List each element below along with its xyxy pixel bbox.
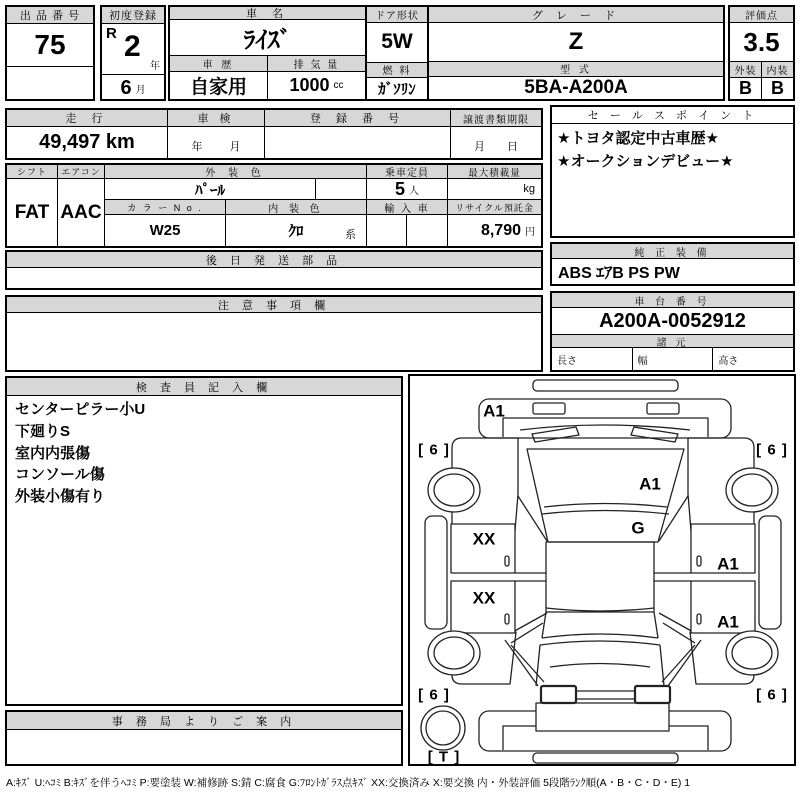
diagram-mark: A1 [483, 401, 505, 421]
later-parts-block [5, 250, 543, 290]
equipment-label: 純 正 装 備 [552, 244, 793, 259]
chassis-label: 車 台 番 号 [552, 293, 793, 308]
recycle-unit: 円 [525, 227, 535, 238]
color-no-label: カ ラ ー N o . [105, 200, 226, 214]
diagram-mark: [ 6 ] [756, 686, 788, 704]
first-registration-year-cell [102, 24, 164, 75]
sales-points-label: セ ー ル ス ポ イ ン ト [552, 107, 793, 124]
score-value: 3.5 [743, 26, 780, 57]
office-info-label: 事 務 局 よ り ご 案 内 [7, 712, 401, 730]
vehicle-info-block [168, 5, 725, 101]
shift-label: シフト [7, 165, 57, 179]
registration-number-cell [264, 110, 450, 158]
mileage-value: 49,497 km [39, 131, 135, 153]
diagram-mark: [ 6 ] [418, 441, 450, 459]
office-info-empty [7, 730, 401, 764]
diagram-mark: XX [472, 588, 496, 608]
interior-grade-value: B [771, 78, 784, 98]
grade-label: グ レ ー ド [429, 7, 723, 23]
capacity-unit: 人 [409, 185, 419, 197]
caution-value [7, 313, 541, 370]
caution-label: 注 意 事 項 欄 [7, 297, 541, 313]
later-parts-label: 後 日 発 送 部 品 [7, 252, 541, 268]
capacity-import-column [366, 165, 447, 246]
inspector-notes-label: 検 査 員 記 入 欄 [7, 378, 401, 396]
height-label: 高さ [712, 348, 793, 370]
registration-number-value [265, 127, 450, 158]
max-load-label: 最大積載量 [448, 165, 541, 179]
capacity-label: 乗車定員 [367, 165, 447, 179]
inspection-cell [167, 110, 264, 158]
caution-block [5, 295, 543, 372]
color-no-value: W25 [105, 215, 226, 246]
car-diagram-block [408, 374, 796, 766]
first-registration-block [100, 5, 166, 101]
aircon-cell [57, 165, 104, 246]
exterior-grade-value: B [730, 78, 762, 99]
car-name-label: 車 名 [170, 7, 365, 20]
fuel-value: ｶﾞｿﾘﾝ [367, 77, 427, 99]
auction-number-empty-cell [7, 66, 93, 100]
diagram-mark: A1 [717, 612, 739, 632]
diagram-mark: XX [472, 529, 496, 549]
list-item: ★オークションデビュー★ [557, 153, 734, 171]
month-unit: 月 [135, 84, 146, 96]
mileage-label: 走 行 [7, 110, 167, 127]
era-value: R [106, 25, 117, 42]
displacement-value [268, 72, 365, 99]
diagram-mark: [ 6 ] [418, 686, 450, 704]
car-diagram-marks [410, 376, 794, 764]
door-shape-label: ドア形状 [367, 7, 427, 23]
interior-color-name: ｸﾛ [288, 223, 304, 240]
exterior-grade-label: 外装 [730, 62, 762, 77]
load-recycle-column [447, 165, 541, 246]
inspector-notes-block [5, 376, 403, 706]
import-car-cell-2 [407, 215, 447, 246]
diagram-mark: [ T ] [427, 748, 461, 766]
year-value: 2 [124, 30, 141, 63]
registration-band [5, 108, 543, 160]
shift-cell [7, 165, 57, 246]
score-label: 評価点 [730, 7, 793, 23]
capacity-number: 5 [394, 178, 405, 199]
deadline-month-unit: 月 [474, 141, 485, 153]
diagram-mark: [ 6 ] [756, 441, 788, 459]
exterior-color-label: 外 装 色 [105, 165, 366, 179]
fuel-label: 燃 料 [367, 62, 427, 77]
inspection-year-unit: 年 [191, 141, 203, 153]
shift-value: FAT [14, 201, 50, 223]
list-item: 外装小傷有り [15, 488, 106, 505]
diagram-mark: G [631, 518, 645, 538]
exterior-color-value: ﾊﾟｰﾙ [105, 179, 316, 199]
list-item: コンソール傷 [15, 466, 105, 484]
interior-color-value [226, 215, 366, 246]
door-shape-column [365, 7, 427, 99]
car-history-value: 自家用 [170, 72, 268, 99]
displacement-unit: cc [333, 80, 344, 91]
inspection-month-unit: 月 [229, 141, 241, 153]
inspector-notes-list [7, 396, 401, 704]
interior-color-suffix: 系 [345, 229, 356, 241]
chassis-value: A200A-0052912 [599, 309, 746, 332]
diagram-mark: A1 [639, 474, 661, 494]
list-item: 室内内張傷 [15, 444, 91, 462]
list-item: ★トヨタ認定中古車歴★ [557, 130, 719, 147]
width-label: 幅 [632, 348, 713, 370]
grade-value: Z [568, 27, 584, 55]
color-section [104, 165, 366, 246]
chassis-block [550, 291, 795, 372]
grade-column [427, 7, 723, 99]
transfer-deadline-label: 譲渡書類期限 [451, 110, 541, 127]
sales-points-list [552, 124, 793, 236]
car-name-column [170, 7, 365, 99]
interior-grade-label: 内装 [762, 62, 793, 77]
auction-number-label: 出 品 番 号 [7, 7, 93, 24]
diagram-mark: A1 [717, 554, 739, 574]
sales-points-block [550, 105, 795, 238]
auction-number-block [5, 5, 95, 101]
equipment-value: ABS ｴｱB PS PW [558, 265, 680, 282]
later-parts-value [7, 268, 541, 288]
mileage-cell [7, 110, 167, 158]
recycle-number: 8,790 [480, 221, 521, 239]
recycle-label: リサイクル預託金 [448, 199, 541, 214]
model-code-value: 5BA-A200A [429, 76, 723, 99]
deadline-day-unit: 日 [507, 141, 518, 153]
max-load-value: kg [523, 183, 535, 195]
transfer-deadline-cell [450, 110, 541, 158]
legend-text: A:ｷｽﾞ U:ﾍｺﾐ B:ｷｽﾞを伴うﾍｺﾐ P:要塗装 W:補修跡 S:錆 C:腐食 G:ﾌﾛﾝﾄｶﾞﾗｽ点ｷｽﾞ XX:交換済み X:要交換 内・外装評価 5段階ﾗﾝｸ順(A・B・C・D・E) 1 [6, 777, 691, 789]
aircon-label: エアコン [58, 165, 104, 179]
list-item: センターピラー小U [15, 401, 146, 418]
recycle-value [448, 214, 541, 246]
length-label: 長さ [557, 356, 577, 367]
displacement-label: 排 気 量 [268, 56, 365, 71]
dimensions-label: 諸 元 [552, 334, 793, 348]
car-history-label: 車 歴 [170, 56, 268, 71]
displacement-number: 1000 [289, 75, 330, 95]
year-unit: 年 [150, 61, 160, 72]
month-value: 6 [120, 76, 132, 99]
equipment-block [550, 242, 795, 286]
list-item: 下廻りS [15, 422, 71, 440]
spec-band [5, 163, 543, 248]
exterior-color-empty-cell [316, 179, 366, 199]
model-code-label: 型 式 [429, 61, 723, 76]
auction-number-value: 75 [34, 29, 66, 60]
office-info-block [5, 710, 403, 766]
car-name-value: ﾗｲｽﾞ [243, 27, 292, 54]
first-registration-month-cell [102, 75, 164, 101]
registration-number-label: 登 録 番 号 [265, 110, 450, 127]
capacity-value [367, 179, 447, 199]
score-block [728, 5, 795, 101]
inspection-label: 車 検 [168, 110, 264, 127]
aircon-value: AAC [60, 201, 102, 223]
door-shape-value: 5W [381, 30, 413, 54]
interior-color-label: 内 装 色 [226, 200, 366, 214]
import-car-label: 輸 入 車 [367, 199, 447, 214]
import-car-cell-1 [367, 215, 407, 246]
first-registration-label: 初度登録 [102, 7, 164, 24]
